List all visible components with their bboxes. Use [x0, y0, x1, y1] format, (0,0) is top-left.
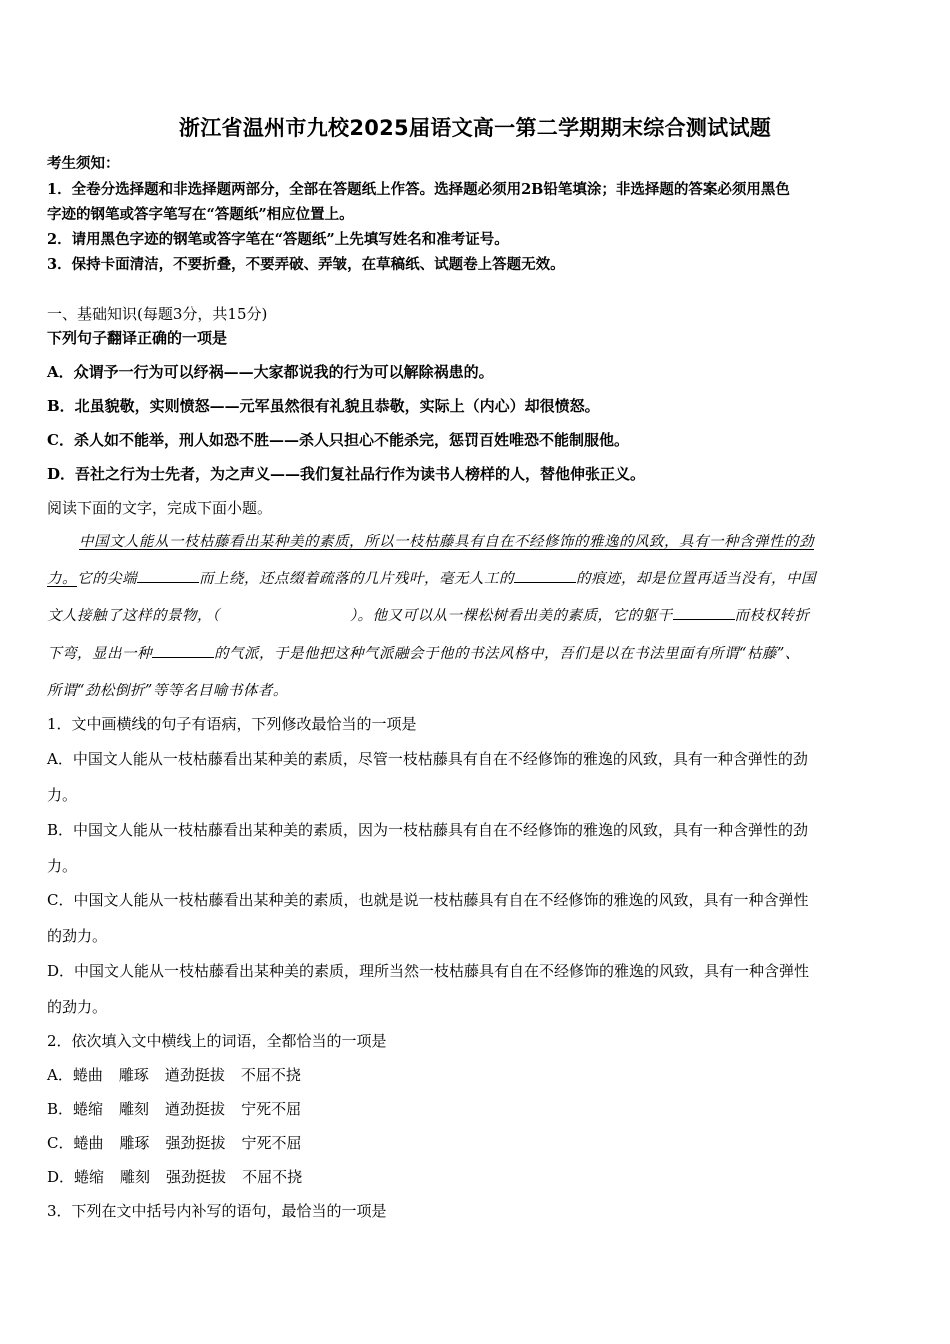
q1-stem: 1．文中画横线的句子有语病，下列修改最恰当的一项是: [47, 715, 417, 733]
passage-text: 下弯，显出一种: [47, 646, 152, 662]
option-a: A．众谓予一行为可以纾祸——大家都说我的行为可以解除祸患的。: [47, 363, 494, 381]
passage-text: 文人接触了这样的景物，（: [47, 608, 220, 624]
notice-item-3: 3．保持卡面清洁，不要折叠，不要弄破、弄皱，在草稿纸、试题卷上答题无效。: [47, 256, 565, 273]
blank-1: [137, 570, 199, 583]
passage-text: ）。他又可以从一棵松树看出美的素质，它的躯干: [349, 608, 673, 624]
q2-option-d: [47, 1166, 302, 1187]
q2-b-word-2: 雕刻: [119, 1100, 150, 1118]
passage-text: 而枝权转折: [734, 608, 810, 624]
q2-stem: 2．依次填入文中横线上的词语，全都恰当的一项是: [47, 1032, 387, 1050]
passage-text: 而上绕，还点缀着疏落的几片残叶，毫无人工的: [199, 571, 514, 587]
q2-a-word-3: 遒劲挺拔: [164, 1066, 225, 1084]
question-stem: 下列句子翻译正确的一项是: [47, 329, 228, 347]
q1-option-d: D．中国文人能从一枝枯藤看出某种美的素质，理所当然一枝枯藤具有自在不经修饰的雅逸的风致，具有一种含弹性: [47, 962, 810, 980]
underlined-sentence: 中国文人能从一枝枯藤看出某种美的素质，所以一枝枯藤具有自在不经修饰的雅逸的风致，具有一种含弹性的劲: [79, 534, 814, 550]
notice-item-2: 2．请用黑色字迹的钢笔或答字笔在“答题纸”上先填写姓名和准考证号。: [47, 231, 509, 248]
passage-text: 的气派，于是他把这种气派融会于他的书法风格中，吾们是以在书法里面有所谓“枯藤”、: [214, 646, 800, 662]
q2-c-word-2: 雕琢: [119, 1134, 150, 1152]
q2-a-word-2: 雕琢: [118, 1066, 149, 1084]
passage-text: 的痕迹，却是位置再适当没有，中国: [576, 571, 816, 587]
q2-option-b: [47, 1098, 301, 1119]
passage-line-3: [47, 604, 900, 625]
q1-option-c: C．中国文人能从一枝枯藤看出某种美的素质，也就是说一枝枯藤具有自在不经修饰的雅逸的风致，具有一种含弹性: [47, 891, 809, 909]
q2-d-word-4: 不屈不挠: [242, 1168, 303, 1186]
notice-item-1: 1．全卷分选择题和非选择题两部分，全部在答题纸上作答。选择题必须用2B铅笔填涂；非选择题的答案必须用黑色: [47, 181, 790, 198]
q3-stem: 3．下列在文中括号内补写的语句，最恰当的一项是: [47, 1202, 387, 1220]
notice-heading: 考生须知：: [47, 155, 120, 172]
q2-a-word-1: A．蜷曲: [47, 1066, 103, 1084]
option-d: D．吾社之行为士先者，为之声义——我们复社品行作为读书人榜样的人，替他伸张正义。: [47, 465, 646, 483]
q1-option-a-cont: 力。: [47, 786, 78, 804]
passage-line-4: [47, 642, 900, 663]
q2-c-word-3: 强劲挺拔: [165, 1134, 226, 1152]
page-title: 浙江省温州市九校2025届语文高一第二学期期末综合测试试题: [178, 116, 772, 140]
reading-intro: 阅读下面的文字，完成下面小题。: [47, 499, 273, 517]
blank-2: [514, 570, 576, 583]
q2-c-word-1: C．蜷曲: [47, 1134, 104, 1152]
q2-option-a: [47, 1064, 301, 1085]
q2-b-word-1: B．蜷缩: [47, 1100, 104, 1118]
q1-option-b-cont: 力。: [47, 857, 78, 875]
q1-option-c-cont: 的劲力。: [47, 927, 108, 945]
passage-line-1: [79, 530, 900, 551]
notice-item-1-cont: 字迹的钢笔或答字笔写在“答题纸”相应位置上。: [47, 206, 354, 223]
q2-d-word-3: 强劲挺拔: [166, 1168, 227, 1186]
section-heading: 一、基础知识(每题3分，共15分): [47, 305, 268, 323]
q2-d-word-1: D．蜷缩: [47, 1168, 105, 1186]
underlined-sentence-end: 力。: [47, 571, 77, 587]
q1-option-b: B．中国文人能从一枝枯藤看出某种美的素质，因为一枝枯藤具有自在不经修饰的雅逸的风致，具有一种含弹性的劲: [47, 821, 809, 839]
passage-text: 它的尖端: [77, 571, 137, 587]
passage-line-5: 所谓“劲松倒折”等等名目喻书体者。: [47, 683, 288, 699]
q2-b-word-3: 遒劲挺拔: [165, 1100, 226, 1118]
blank-4: [152, 645, 214, 658]
q2-option-c: [47, 1132, 302, 1153]
passage-line-2: [47, 567, 900, 588]
q2-a-word-4: 不屈不挠: [240, 1066, 301, 1084]
q2-d-word-2: 雕刻: [120, 1168, 151, 1186]
option-c: C．杀人如不能举，刑人如恐不胜——杀人只担心不能杀完，惩罚百姓唯恐不能制服他。: [47, 431, 629, 449]
q2-c-word-4: 宁死不屈: [241, 1134, 302, 1152]
q1-option-d-cont: 的劲力。: [47, 998, 108, 1016]
option-b: B．北虽貌敬，实则愤怒——元军虽然很有礼貌且恭敬，实际上（内心）却很愤怒。: [47, 397, 600, 415]
q2-b-word-4: 宁死不屈: [241, 1100, 302, 1118]
blank-3: [673, 607, 735, 620]
q1-option-a: A．中国文人能从一枝枯藤看出某种美的素质，尽管一枝枯藤具有自在不经修饰的雅逸的风致，具有一种含弹性的劲: [47, 750, 808, 768]
